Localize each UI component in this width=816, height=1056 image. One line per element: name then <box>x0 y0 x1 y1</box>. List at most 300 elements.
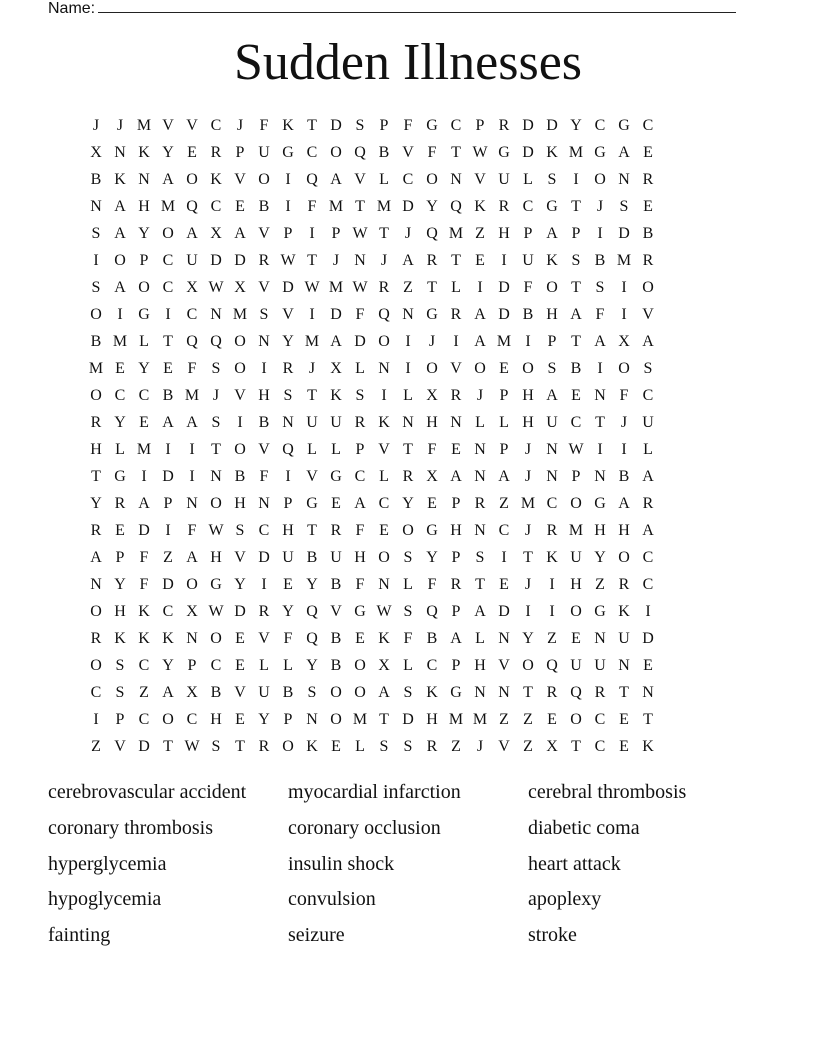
grid-letter: P <box>235 143 245 161</box>
grid-letter: S <box>91 224 101 242</box>
grid-letter: O <box>402 521 414 539</box>
grid-letter: A <box>162 413 174 431</box>
grid-letter: N <box>474 467 486 485</box>
grid-letter: B <box>522 305 534 323</box>
grid-row <box>84 463 660 490</box>
name-label: Name: <box>48 0 96 17</box>
grid-letter: O <box>90 656 102 674</box>
grid-letter: T <box>619 683 629 701</box>
grid-letter: N <box>90 575 102 593</box>
grid-letter: V <box>186 116 198 134</box>
grid-letter: L <box>331 440 341 458</box>
grid-letter: G <box>282 143 294 161</box>
grid-letter: Z <box>163 548 173 566</box>
grid-letter: R <box>90 521 102 539</box>
grid-letter: V <box>498 737 510 755</box>
grid-letter: T <box>211 440 221 458</box>
grid-letter: Z <box>91 737 101 755</box>
grid-letter: O <box>234 359 246 377</box>
grid-row <box>84 409 660 436</box>
grid-letter: K <box>378 629 390 647</box>
grid-letter: Z <box>451 737 461 755</box>
grid-letter: N <box>306 710 318 728</box>
grid-letter: V <box>642 305 654 323</box>
grid-letter: N <box>354 251 366 269</box>
grid-letter: F <box>283 629 293 647</box>
grid-letter: T <box>403 440 413 458</box>
grid-letter: I <box>405 359 411 377</box>
grid-letter: R <box>450 305 462 323</box>
grid-letter: O <box>570 494 582 512</box>
grid-letter: C <box>426 656 438 674</box>
grid-letter: Q <box>282 440 294 458</box>
grid-letter: J <box>332 251 340 269</box>
grid-letter: D <box>522 143 534 161</box>
grid-letter: G <box>546 197 558 215</box>
grid-letter: N <box>378 359 390 377</box>
grid-letter: B <box>618 467 630 485</box>
grid-letter: O <box>354 683 366 701</box>
grid-letter: U <box>618 629 630 647</box>
grid-letter: S <box>619 197 629 215</box>
grid-letter: D <box>258 548 270 566</box>
grid-letter: H <box>210 548 222 566</box>
grid-letter: H <box>426 413 438 431</box>
grid-letter: K <box>114 170 126 188</box>
grid-letter: Y <box>162 143 174 161</box>
grid-letter: M <box>496 332 512 350</box>
grid-letter: Y <box>594 548 606 566</box>
grid-letter: A <box>474 332 486 350</box>
grid-letter: L <box>499 413 509 431</box>
grid-letter: I <box>597 359 603 377</box>
grid-letter: H <box>522 413 534 431</box>
grid-letter: C <box>570 413 582 431</box>
grid-letter: V <box>234 386 246 404</box>
grid-letter: A <box>186 548 198 566</box>
grid-letter: C <box>594 710 606 728</box>
word-list-item: heart attack <box>528 852 621 875</box>
grid-letter: A <box>642 332 654 350</box>
grid-letter: G <box>618 116 630 134</box>
grid-letter: V <box>402 143 414 161</box>
grid-letter: N <box>138 170 150 188</box>
grid-letter: H <box>114 602 126 620</box>
grid-letter: I <box>573 170 579 188</box>
grid-letter: G <box>354 602 366 620</box>
grid-letter: B <box>306 548 318 566</box>
grid-letter: A <box>354 494 366 512</box>
grid-letter: X <box>210 224 222 242</box>
grid-letter: H <box>522 386 534 404</box>
grid-letter: Y <box>426 197 438 215</box>
grid-letter: E <box>331 737 341 755</box>
grid-letter: A <box>450 629 462 647</box>
grid-letter: I <box>285 197 291 215</box>
grid-letter: T <box>571 197 581 215</box>
grid-letter: W <box>280 251 296 269</box>
name-field[interactable] <box>48 0 748 19</box>
grid-letter: F <box>355 575 365 593</box>
grid-letter: E <box>235 656 245 674</box>
grid-letter: X <box>186 278 198 296</box>
grid-letter: Z <box>139 683 149 701</box>
grid-letter: I <box>189 440 195 458</box>
grid-letter: C <box>642 116 654 134</box>
grid-letter: J <box>92 116 100 134</box>
grid-letter: C <box>306 143 318 161</box>
grid-row <box>84 274 660 301</box>
grid-letter: P <box>283 710 293 728</box>
word-list-item: hyperglycemia <box>48 852 167 875</box>
grid-row <box>84 301 660 328</box>
grid-letter: T <box>307 521 317 539</box>
grid-letter: S <box>403 602 413 620</box>
grid-letter: X <box>234 278 246 296</box>
grid-letter: J <box>524 575 532 593</box>
grid-letter: N <box>450 170 462 188</box>
grid-letter: U <box>522 251 534 269</box>
grid-row <box>84 139 660 166</box>
grid-letter: D <box>330 116 342 134</box>
grid-letter: E <box>571 629 581 647</box>
grid-letter: X <box>378 656 390 674</box>
grid-letter: O <box>330 683 342 701</box>
grid-letter: R <box>378 278 390 296</box>
grid-letter: N <box>618 170 630 188</box>
grid-letter: H <box>138 197 150 215</box>
grid-row <box>84 706 660 733</box>
grid-letter: V <box>234 548 246 566</box>
grid-letter: N <box>210 305 222 323</box>
grid-letter: D <box>546 116 558 134</box>
grid-letter: P <box>499 440 509 458</box>
grid-letter: L <box>307 440 317 458</box>
grid-row <box>84 247 660 274</box>
grid-letter: O <box>210 494 222 512</box>
grid-letter: U <box>546 413 558 431</box>
grid-letter: O <box>354 656 366 674</box>
grid-letter: I <box>621 305 627 323</box>
grid-letter: Z <box>475 224 485 242</box>
grid-letter: M <box>520 494 536 512</box>
grid-letter: V <box>162 116 174 134</box>
grid-letter: G <box>594 143 606 161</box>
grid-letter: D <box>618 224 630 242</box>
grid-letter: E <box>235 197 245 215</box>
grid-letter: W <box>472 143 488 161</box>
grid-letter: G <box>450 683 462 701</box>
grid-letter: C <box>210 656 222 674</box>
grid-letter: U <box>594 656 606 674</box>
grid-letter: C <box>210 197 222 215</box>
grid-letter: R <box>402 467 414 485</box>
grid-letter: F <box>427 575 437 593</box>
grid-letter: O <box>90 602 102 620</box>
grid-letter: H <box>258 386 270 404</box>
word-list <box>48 776 768 955</box>
word-list-item: fainting <box>48 924 111 947</box>
grid-letter: S <box>403 683 413 701</box>
grid-letter: Q <box>546 656 558 674</box>
grid-letter: F <box>187 521 197 539</box>
grid-letter: C <box>498 521 510 539</box>
grid-letter: K <box>618 602 630 620</box>
grid-letter: G <box>114 467 126 485</box>
grid-letter: A <box>162 683 174 701</box>
grid-letter: R <box>498 197 510 215</box>
grid-letter: A <box>546 386 558 404</box>
grid-letter: B <box>570 359 582 377</box>
grid-letter: A <box>162 170 174 188</box>
grid-letter: Z <box>499 494 509 512</box>
grid-letter: N <box>282 413 294 431</box>
grid-row <box>84 193 660 220</box>
grid-letter: E <box>499 359 509 377</box>
grid-letter: Y <box>138 224 150 242</box>
grid-letter: A <box>114 278 126 296</box>
grid-row <box>84 112 660 139</box>
grid-letter: U <box>258 683 270 701</box>
grid-letter: S <box>259 305 269 323</box>
grid-letter: S <box>379 737 389 755</box>
grid-letter: I <box>645 602 651 620</box>
grid-letter: C <box>354 467 366 485</box>
grid-letter: C <box>450 116 462 134</box>
grid-letter: N <box>474 683 486 701</box>
grid-letter: G <box>306 494 318 512</box>
grid-letter: W <box>568 440 584 458</box>
grid-letter: R <box>210 143 222 161</box>
name-underline[interactable] <box>98 0 736 13</box>
grid-letter: A <box>498 467 510 485</box>
grid-letter: R <box>594 683 606 701</box>
grid-letter: I <box>165 440 171 458</box>
grid-letter: K <box>138 629 150 647</box>
grid-letter: Z <box>403 278 413 296</box>
grid-letter: J <box>428 332 436 350</box>
grid-letter: B <box>162 386 174 404</box>
grid-letter: P <box>571 467 581 485</box>
grid-letter: S <box>235 521 245 539</box>
grid-letter: T <box>451 143 461 161</box>
grid-letter: N <box>594 386 606 404</box>
grid-letter: J <box>524 521 532 539</box>
grid-letter: J <box>308 359 316 377</box>
grid-letter: Y <box>138 359 150 377</box>
grid-letter: T <box>475 575 485 593</box>
grid-letter: Y <box>522 629 534 647</box>
grid-letter: D <box>162 467 174 485</box>
grid-letter: C <box>138 656 150 674</box>
grid-letter: B <box>258 413 270 431</box>
grid-letter: O <box>642 278 654 296</box>
grid-letter: Q <box>354 143 366 161</box>
grid-letter: T <box>523 548 533 566</box>
grid-letter: O <box>594 170 606 188</box>
grid-letter: U <box>570 656 582 674</box>
grid-letter: O <box>570 602 582 620</box>
grid-letter: O <box>234 440 246 458</box>
grid-letter: E <box>355 629 365 647</box>
grid-letter: V <box>282 305 294 323</box>
grid-letter: I <box>621 440 627 458</box>
grid-letter: E <box>571 386 581 404</box>
grid-letter: T <box>307 116 317 134</box>
grid-letter: C <box>594 737 606 755</box>
grid-letter: C <box>114 386 126 404</box>
word-list-item: diabetic coma <box>528 816 640 839</box>
grid-letter: O <box>258 170 270 188</box>
grid-letter: S <box>547 170 557 188</box>
grid-letter: F <box>187 359 197 377</box>
grid-letter: H <box>450 521 462 539</box>
grid-letter: T <box>571 278 581 296</box>
grid-letter: L <box>403 386 413 404</box>
grid-letter: A <box>114 197 126 215</box>
grid-letter: E <box>499 575 509 593</box>
grid-letter: I <box>549 575 555 593</box>
grid-letter: C <box>186 305 198 323</box>
grid-letter: O <box>90 386 102 404</box>
grid-letter: M <box>616 251 632 269</box>
grid-letter: H <box>354 548 366 566</box>
word-list-item: seizure <box>288 924 345 947</box>
grid-letter: M <box>136 440 152 458</box>
grid-letter: C <box>258 521 270 539</box>
grid-letter: D <box>522 116 534 134</box>
grid-letter: Y <box>282 602 294 620</box>
grid-letter: A <box>474 602 486 620</box>
grid-row <box>84 598 660 625</box>
grid-letter: F <box>403 629 413 647</box>
grid-letter: A <box>474 305 486 323</box>
grid-letter: Y <box>426 548 438 566</box>
grid-letter: R <box>642 494 654 512</box>
grid-letter: R <box>450 575 462 593</box>
grid-letter: K <box>282 116 294 134</box>
grid-letter: L <box>403 656 413 674</box>
word-list-item: myocardial infarction <box>288 781 461 803</box>
grid-letter: C <box>522 197 534 215</box>
word-list-item: hypoglycemia <box>48 888 162 911</box>
grid-letter: N <box>474 440 486 458</box>
word-list-item: cerebral thrombosis <box>528 781 687 803</box>
grid-letter: K <box>306 737 318 755</box>
grid-letter: O <box>546 278 558 296</box>
grid-letter: Y <box>306 656 318 674</box>
grid-letter: E <box>643 143 653 161</box>
grid-letter: T <box>91 467 101 485</box>
grid-letter: A <box>114 224 126 242</box>
grid-letter: S <box>403 737 413 755</box>
grid-letter: R <box>282 359 294 377</box>
grid-letter: U <box>570 548 582 566</box>
grid-letter: Z <box>499 710 509 728</box>
grid-letter: V <box>258 224 270 242</box>
grid-letter: E <box>115 359 125 377</box>
grid-letter: R <box>426 737 438 755</box>
grid-letter: F <box>355 305 365 323</box>
grid-letter: A <box>450 467 462 485</box>
grid-letter: P <box>163 494 173 512</box>
grid-letter: I <box>525 332 531 350</box>
grid-letter: M <box>328 197 344 215</box>
page-title: Sudden Illnesses <box>233 34 583 91</box>
grid-letter: O <box>114 251 126 269</box>
grid-letter: S <box>211 359 221 377</box>
grid-letter: H <box>498 224 510 242</box>
grid-letter: O <box>138 278 150 296</box>
grid-letter: E <box>475 251 485 269</box>
grid-letter: C <box>642 386 654 404</box>
grid-letter: T <box>595 413 605 431</box>
grid-letter: C <box>210 116 222 134</box>
grid-letter: V <box>258 629 270 647</box>
grid-letter: N <box>546 467 558 485</box>
grid-letter: U <box>186 251 198 269</box>
grid-letter: F <box>427 440 437 458</box>
grid-letter: V <box>234 683 246 701</box>
grid-letter: P <box>547 332 557 350</box>
grid-row <box>84 490 660 517</box>
grid-letter: X <box>426 386 438 404</box>
grid-letter: X <box>186 602 198 620</box>
grid-letter: S <box>403 548 413 566</box>
grid-letter: I <box>165 521 171 539</box>
grid-letter: T <box>355 197 365 215</box>
grid-letter: N <box>474 521 486 539</box>
grid-letter: A <box>594 332 606 350</box>
grid-letter: Y <box>306 575 318 593</box>
grid-letter: K <box>114 629 126 647</box>
grid-letter: Q <box>306 629 318 647</box>
grid-letter: O <box>570 710 582 728</box>
word-list-item: stroke <box>528 924 577 947</box>
grid-letter: M <box>184 386 200 404</box>
grid-letter: G <box>426 521 438 539</box>
grid-letter: N <box>618 656 630 674</box>
grid-letter: T <box>427 278 437 296</box>
grid-letter: R <box>258 737 270 755</box>
grid-letter: C <box>402 170 414 188</box>
grid-row <box>84 220 660 247</box>
grid-letter: F <box>355 521 365 539</box>
grid-letter: S <box>547 359 557 377</box>
grid-letter: Q <box>210 332 222 350</box>
grid-letter: K <box>642 737 654 755</box>
grid-letter: T <box>523 683 533 701</box>
grid-letter: P <box>451 656 461 674</box>
grid-letter: D <box>642 629 654 647</box>
grid-letter: N <box>258 332 270 350</box>
grid-letter: A <box>378 683 390 701</box>
grid-letter: N <box>186 629 198 647</box>
grid-letter: I <box>285 467 291 485</box>
grid-letter: S <box>355 386 365 404</box>
grid-letter: I <box>477 278 483 296</box>
grid-letter: H <box>234 494 246 512</box>
grid-letter: B <box>234 467 246 485</box>
grid-letter: C <box>186 710 198 728</box>
grid-letter: T <box>163 332 173 350</box>
grid-letter: Z <box>547 629 557 647</box>
grid-letter: T <box>451 251 461 269</box>
grid-row <box>84 166 660 193</box>
grid-letter: J <box>524 467 532 485</box>
grid-letter: D <box>282 278 294 296</box>
grid-letter: N <box>90 197 102 215</box>
